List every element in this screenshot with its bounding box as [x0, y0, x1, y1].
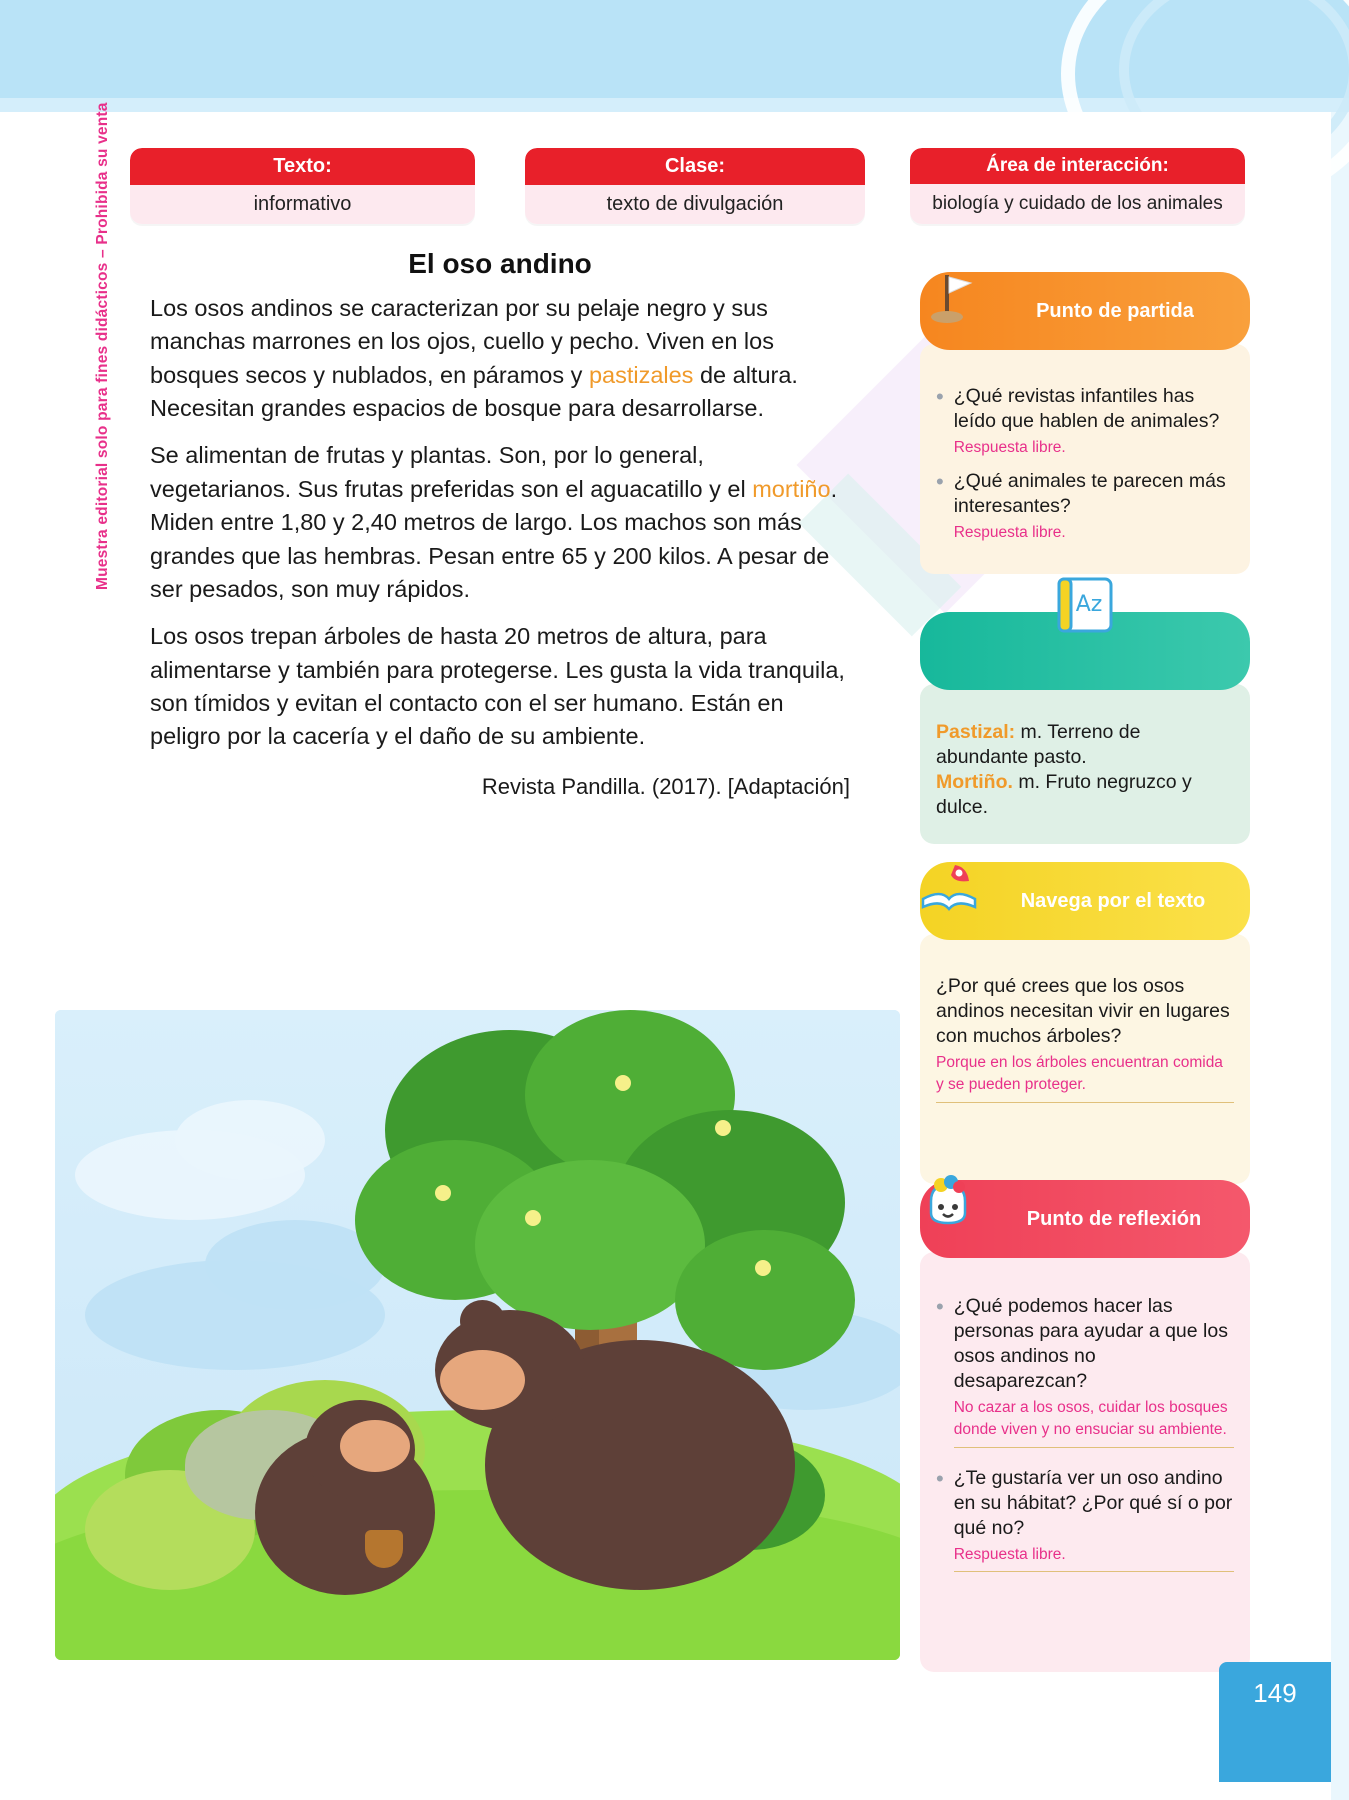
tag-clase — [525, 148, 865, 224]
answer-text[interactable]: Porque en los árboles encuentran comida y se pueden proteger. — [936, 1053, 1223, 1094]
editorial-side-note: Muestra editorial solo para fines didácticos – Prohibida su venta — [94, 102, 111, 590]
glossary-definition: m. Terreno de abundante pasto. — [936, 721, 1141, 768]
tag-area-header: Área de interacción: — [910, 148, 1245, 184]
question-text: ¿Te gustaría ver un oso andino en su hábitat? ¿Por qué sí o por qué no? — [953, 1466, 1233, 1539]
list-item — [936, 384, 1234, 459]
paragraph-2-part-a: Se alimentan de frutas y plantas. Son, por lo general, vegetarianos. Sus frutas preferidas son el aguacatillo y el — [150, 442, 753, 502]
question-text: ¿Qué revistas infantiles has leído que hablen de animales? — [953, 385, 1220, 432]
tag-area-interaccion — [910, 148, 1245, 224]
glossary-entry-2 — [936, 770, 1234, 820]
question-text: ¿Qué animales te parecen más interesantes? — [953, 470, 1226, 518]
answer-text[interactable]: Respuesta libre. — [953, 438, 1066, 456]
flag-icon — [902, 250, 994, 342]
glossary-term-pastizales: pastizales — [588, 361, 694, 388]
card-punto-de-reflexion-body — [920, 1252, 1250, 1672]
cloud-2 — [175, 1100, 325, 1180]
tree-fruit-2 — [715, 1120, 731, 1136]
article-paragraph-2 — [150, 439, 850, 606]
tag-area-value: biología y cuidado de los animales — [910, 184, 1245, 224]
tag-clase-header: Clase: — [525, 148, 865, 185]
bullet-icon: • — [936, 1465, 944, 1491]
illustration-andean-bears — [55, 1010, 900, 1660]
book-rocket-icon — [902, 840, 994, 932]
answer-line — [936, 1101, 1234, 1103]
bullet-icon: • — [936, 384, 944, 409]
tag-clase-value: texto de divulgación — [525, 185, 865, 224]
page-number: 149 — [1219, 1662, 1331, 1782]
answer-text[interactable]: No cazar a los osos, cuidar los bosques donde viven y no ensuciar su ambiente. — [953, 1398, 1228, 1439]
article-paragraph-1 — [150, 292, 850, 425]
question-text: ¿Qué podemos hacer las personas para ayudar a que los osos andinos no desaparezcan? — [953, 1295, 1228, 1392]
glossary-definition: m. Fruto negruzco y dulce. — [936, 770, 1192, 818]
article-paragraph-3: Los osos trepan árboles de hasta 20 metros de altura, para alimentarse y también para protegerse. Les gusta la vida tranquila, son tímidos y evitan el contacto con el ser humano. Están en peligro por la cacería y el daño de su ambiente. — [150, 623, 845, 750]
bullet-icon: • — [936, 1294, 944, 1319]
answer-text[interactable]: Respuesta libre. — [953, 524, 1066, 542]
bear-adult-muzzle — [440, 1350, 525, 1410]
tag-texto-value: informativo — [130, 185, 475, 224]
svg-text:Az: Az — [1075, 592, 1103, 617]
bear-cub-muzzle — [340, 1420, 410, 1472]
glossary-term-mortino: mortiño — [752, 475, 831, 502]
list-item — [936, 1294, 1234, 1448]
card-punto-de-reflexion-title: Punto de reflexión — [1026, 1208, 1202, 1230]
card-punto-de-partida-title: Punto de partida — [1036, 300, 1194, 322]
tree-fruit-4 — [435, 1185, 451, 1201]
question-text: ¿Por qué crees que los osos andinos necesitan vivir en lugares con muchos árboles? — [936, 975, 1230, 1047]
glossary-term: Mortiño. — [936, 770, 1013, 793]
card-glosario-body — [920, 684, 1250, 844]
answer-line — [954, 1446, 1234, 1448]
article-title: El oso andino — [408, 248, 592, 279]
paragraph-1-part-b: de altura. Necesitan grandes espacios de bosque para desarrollarse. — [150, 361, 798, 422]
card-navega-title: Navega por el texto — [1020, 890, 1206, 912]
tag-texto-header: Texto: — [130, 148, 475, 185]
card-navega-body — [920, 934, 1250, 1184]
list-item — [936, 469, 1234, 544]
tree-fruit-5 — [755, 1260, 771, 1276]
glossary-term: Pastizal: — [936, 721, 1016, 743]
paragraph-2-part-b: . Miden entre 1,80 y 2,40 metros de largo. Los machos son más grandes que las hembras. Pesan entre 65 y 200 kilos. A pesar de ser pesados, son muy rápidos. — [150, 475, 838, 602]
list-item — [936, 1466, 1234, 1572]
bear-adult-ear — [460, 1300, 505, 1342]
tree-fruit-3 — [525, 1210, 541, 1226]
paragraph-1-part-a: Los osos andinos se caracterizan por su pelaje negro y sus manchas marrones en los ojos, cuello y pecho. Viven en los bosques secos y nublados, en páramos y — [150, 295, 774, 388]
dictionary-icon — [1038, 566, 1130, 646]
card-punto-de-partida-header — [920, 272, 1250, 350]
card-glosario-header — [920, 592, 1250, 690]
bear-cub-acorn — [365, 1530, 403, 1568]
tag-texto — [130, 148, 475, 224]
card-punto-de-reflexion-header — [920, 1180, 1250, 1258]
card-navega-header — [920, 862, 1250, 940]
answer-line — [954, 1570, 1234, 1572]
tree-canopy-6 — [675, 1230, 855, 1370]
card-punto-de-partida-body — [920, 344, 1250, 574]
tree-fruit-1 — [615, 1075, 631, 1091]
article-source: Revista Pandilla. (2017). [Adaptación] — [481, 773, 850, 799]
tree-canopy-5 — [475, 1160, 705, 1330]
answer-text[interactable]: Respuesta libre. — [953, 1545, 1066, 1563]
thinking-head-icon — [902, 1158, 994, 1250]
bullet-icon: • — [936, 469, 944, 495]
article — [150, 248, 850, 800]
glossary-entry-1 — [936, 720, 1234, 770]
